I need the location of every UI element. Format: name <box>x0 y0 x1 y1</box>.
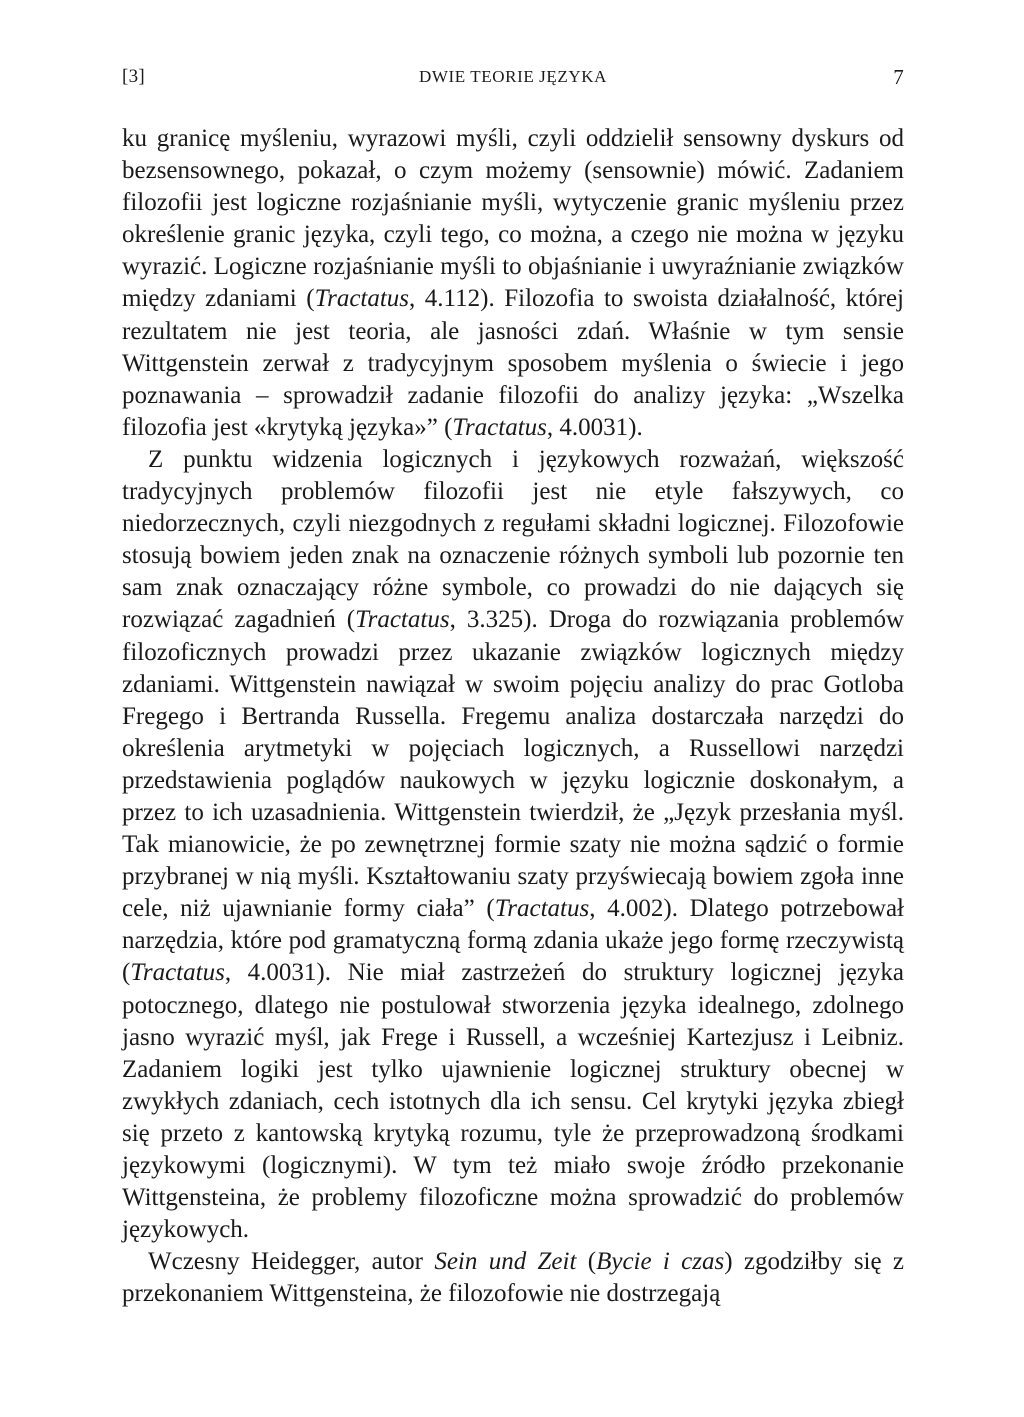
italic-title: Tractatus <box>452 413 547 441</box>
text-run: , 4.0031). Nie miał zastrzeżeń do struktury logicznej języka potocznego, dlatego nie postulował stworzenia języka idealnego, zdolnego jasno wyrazić myśl, jak Frege i Russell, a wcześniej Kartezjusz i Leibniz. Zadaniem logiki jest tylko ujawnienie logicznej struktury obecnej w zwykłych zdaniach, cech istotnych dla ich sensu. Cel krytyki języka zbiegł się przeto z kantowską krytyką rozumu, tyle że przeprowadzoną środkami językowymi (logicznymi). W tym też miało swoje źródło przekonanie Wittgensteina, że problemy filozoficzne można sprowadzić do problemów językowych. <box>122 959 904 1244</box>
italic-title: Tractatus <box>494 895 590 923</box>
paragraph-3 <box>122 1246 904 1310</box>
text-run: ku granicę myśleniu, wyrazowi myśli, czyli oddzielił sensowny dyskurs od bezsensownego, pokazał, o czym możemy (sensownie) mówić. Zadaniem filozofii jest logiczne rozjaśnianie myśli, wytyczenie granic myśleniu przez określenie granic języka, czyli tego, co można, a czego nie można w języku wyrazić. Logiczne rozjaśnianie myśli to objaśnianie i uwyraźnianie związków między zdaniami ( <box>122 125 904 313</box>
text-run: Z punktu widzenia logicznych i językowych rozważań, większość tradycyjnych problemów filozofii jest nie etyle fałszywych, co niedorzecznych, czyli niezgodnych z regułami składni logicznej. Filozofowie stosują bowiem jeden znak na oznaczenie różnych symboli lub pozornie ten sam znak oznaczający różne symbole, co prowadzi do nie dających się rozwiązać zagadnień ( <box>122 445 904 634</box>
italic-title: Sein und Zeit <box>434 1248 577 1276</box>
running-title: DWIE TEORIE JĘZYKA <box>418 67 607 86</box>
italic-title: Tractatus <box>130 959 225 987</box>
text-run: Wczesny Heidegger, autor <box>148 1248 435 1276</box>
page-number: 7 <box>893 65 904 89</box>
page-header <box>122 62 904 92</box>
text-run: ) zgodziłby się z przekonaniem Wittgensteina, że filozofowie nie dostrzegają <box>122 1248 905 1308</box>
section-number: [3] <box>122 66 146 87</box>
paragraph-1 <box>122 123 904 444</box>
text-run: , 4.0031). <box>546 413 643 441</box>
paragraph-2 <box>122 444 904 1246</box>
text-run: , 4.002). Dlatego potrzebował narzędzia, które pod gramatyczną formą zdania ukaże jego formę rzeczywistą ( <box>122 895 904 987</box>
text-run: , 4.112). Filozofia to swoista działalność, której rezultatem nie jest teoria, ale jasności zdań. Właśnie w tym sensie Wittgenstein zerwał z tradycyjnym sposobem myślenia o świecie i jego poznawania – sprowadził zadanie filozofii do analizy języka: „Wszelka filozofia jest «krytyką języka»” ( <box>122 285 904 441</box>
body-text <box>122 123 904 1310</box>
italic-title: Bycie i czas <box>596 1248 725 1276</box>
italic-title: Tractatus <box>355 606 450 634</box>
text-run: , 3.325). Droga do rozwiązania problemów filozoficznych prowadzi przez ukazanie związków logicznych między zdaniami. Wittgenstein nawiązał w swoim pojęciu analizy do prac Gotloba Fregego i Bertranda Russella. Fregemu analiza dostarczała narzędzi do określenia arytmetyki w pojęciach logicznych, a Russellowi narzędzi przedstawienia poglądów naukowych w języku logicznie doskonałym, a przez to ich uzasadnienia. Wittgenstein twierdził, że „Język przesłania myśl. Tak mianowicie, że po zewnętrznej formie szaty nie można sądzić o formie przybranej w nią myśli. Kształtowaniu szaty przyświecają bowiem zgoła inne cele, niż ujawnianie formy ciała” ( <box>122 606 905 923</box>
text-run: ( <box>576 1248 597 1276</box>
italic-title: Tractatus <box>314 285 410 313</box>
